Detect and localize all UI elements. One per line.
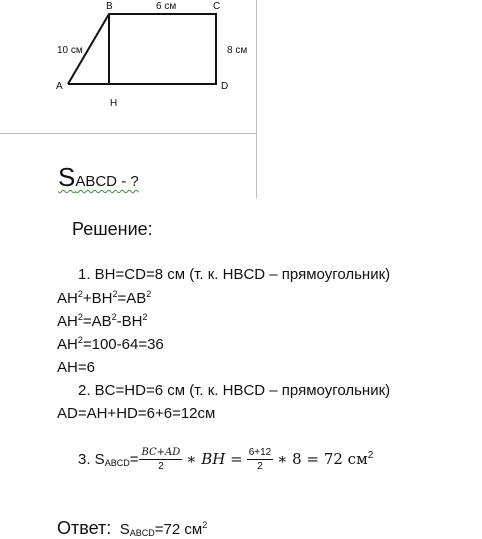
answer-value — [120, 521, 207, 538]
step-1-compute — [57, 336, 164, 353]
step-1: 1. BH=CD=8 см (т. к. HBCD – прямоугольник) — [78, 266, 391, 283]
exp: 2 — [142, 312, 148, 322]
step-1-result: AH=6 — [57, 359, 95, 376]
question-mark: - ? — [117, 173, 139, 190]
formula-result: ∗ 8 = 72 см — [277, 449, 368, 468]
exp: 2 — [77, 289, 83, 299]
exp: 2 — [202, 520, 208, 530]
fraction-denominator: 2 — [158, 461, 164, 472]
label-vertex-d: D — [221, 81, 229, 92]
exp: 2 — [77, 312, 83, 322]
step-2: 2. BC=HD=6 см (т. к. HBCD – прямоугольник) — [78, 382, 391, 399]
exp: 2 — [112, 289, 118, 299]
exp: 2 — [77, 335, 83, 345]
answer-s: S — [119, 521, 130, 538]
answer-subscript: ABCD — [129, 528, 155, 538]
label-vertex-c: C — [213, 1, 221, 12]
solution-heading: Решение: — [72, 219, 153, 239]
step-2-result: AD=AH+HD=6+6=12см — [57, 405, 216, 422]
question-text — [58, 162, 139, 192]
label-vertex-a: A — [56, 81, 63, 92]
exp: 2 — [146, 289, 152, 299]
area-subscript: ABCD — [75, 173, 118, 190]
answer-label: Ответ: — [57, 518, 112, 538]
exp: 2 — [367, 449, 374, 461]
exp: 2 — [111, 312, 117, 322]
fraction-values — [247, 447, 274, 473]
term-bh: -BH — [116, 313, 143, 330]
answer-number: =72 см — [154, 521, 203, 538]
label-side-bc: 6 см — [156, 1, 177, 12]
question-line — [58, 162, 139, 193]
step-1-rearranged — [57, 313, 148, 330]
label-side-ab: 10 см — [57, 45, 83, 56]
step-1-pythagoras — [57, 290, 151, 307]
label-vertex-b: B — [106, 1, 113, 12]
label-side-cd: 8 см — [227, 45, 248, 56]
term-ab: =AB — [117, 290, 147, 307]
formula-times-height: ∗ BH = — [186, 449, 243, 468]
term-ab: =AB — [82, 313, 112, 330]
term-ah: AH — [57, 336, 78, 353]
area-symbol: S — [58, 162, 76, 192]
trapezoid-outline — [68, 14, 216, 84]
answer-line — [57, 518, 207, 539]
trapezoid-figure — [0, 0, 260, 130]
compute-value: =100-64=36 — [82, 336, 164, 353]
fraction-bases — [139, 447, 182, 473]
formula-subscript: ABCD — [104, 457, 130, 468]
fraction-numerator: 6+12 — [248, 447, 272, 458]
formula-s: 3. S — [78, 450, 105, 468]
fraction-denominator: 2 — [257, 461, 263, 472]
term-bh: +BH — [82, 290, 113, 307]
formula-equals: = — [129, 450, 139, 468]
term-ah: AH — [57, 313, 78, 330]
step-3-formula — [78, 447, 373, 473]
label-point-h: H — [110, 98, 118, 109]
term-ah: AH — [57, 290, 78, 307]
fraction-numerator: BC+AD — [141, 447, 181, 458]
